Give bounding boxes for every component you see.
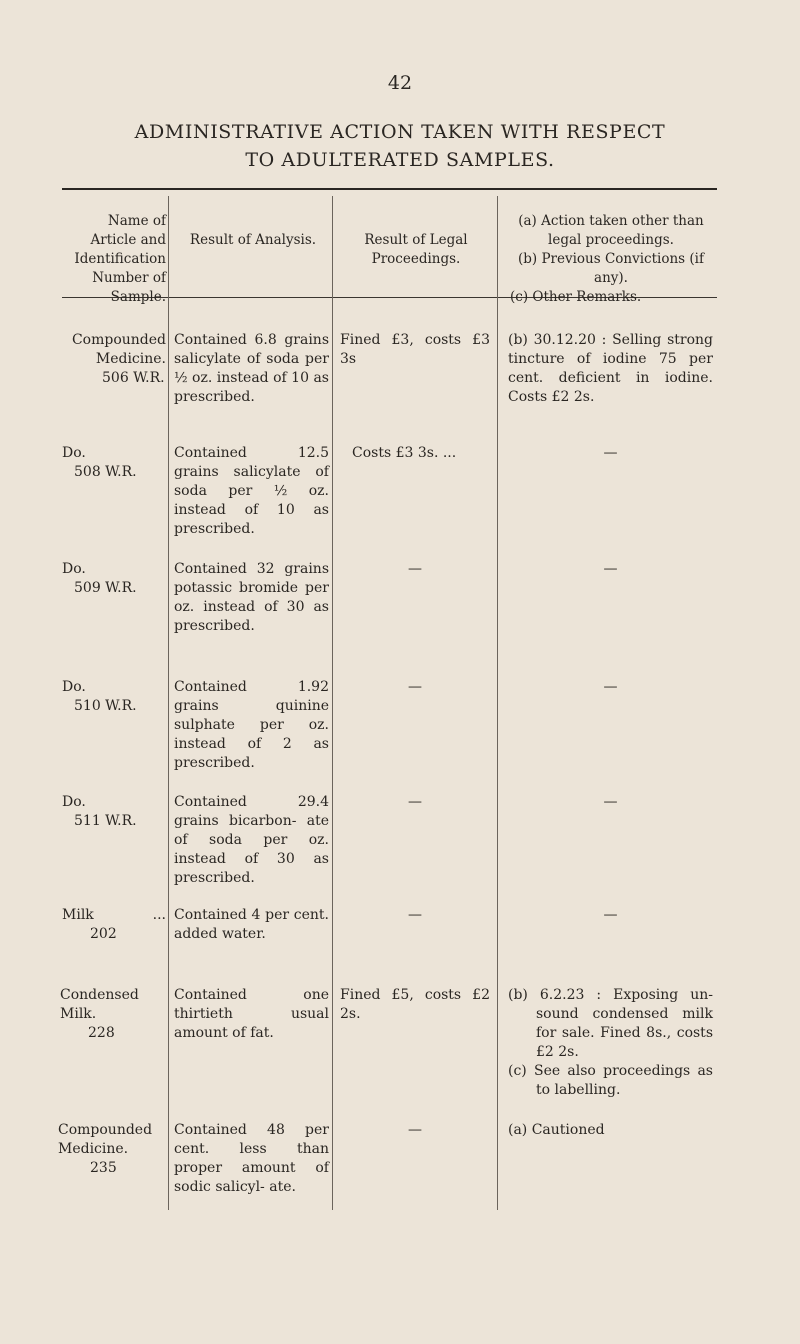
article-label: Compounded Medicine. [71,332,166,367]
sample-number: 228 [88,1025,115,1041]
header-remarks [506,212,716,307]
sample-number: 508 W.R. [74,464,137,480]
header-article: Name of Article and Identification Number of Sample. [74,213,166,305]
legal-result: Fined £3, costs £3 3s [340,332,490,367]
table-top-rule [62,188,717,190]
analysis-result: Contained 32 grains potassic bromide per oz. instead of 30 as prescribed. [174,561,329,634]
article-name [60,986,166,1043]
sample-number: 510 W.R. [74,698,137,714]
remarks: — [603,679,618,695]
title-line-1: ADMINISTRATIVE ACTION TAKEN WITH RESPECT [134,121,666,143]
header-analysis: Result of Analysis. [189,232,317,248]
header-remarks-c: (c) Other Remarks. [510,289,642,305]
sample-number: 235 [90,1160,117,1176]
legal-result: — [408,907,422,923]
article-label: Do. [62,794,86,810]
legal-result: — [408,561,422,577]
remarks-b: (b) 6.2.23 : Exposing un- sound condensed milk for sale. Fined 8s., costs £2 2s. [508,987,713,1060]
article-name [62,444,172,482]
article-label: Do. [62,445,86,461]
page-number: 42 [387,72,413,94]
article-label: Milk ... [62,907,166,923]
legal-result: Fined £5, costs £2 2s. [340,987,490,1022]
remarks: — [603,445,618,461]
column-divider-3 [497,196,498,1210]
analysis-result: Contained 6.8 grains salicylate of soda per ½ oz. instead of 10 as prescribed. [174,332,329,405]
article-name [62,560,172,598]
legal-result: — [408,1122,422,1138]
analysis-result: Contained 1.92 grains quinine sulphate per oz. instead of 2 as prescribed. [174,679,329,771]
remarks [508,986,713,1100]
remarks: (a) Cautioned [508,1122,605,1138]
article-name [62,906,166,944]
remarks: (b) 30.12.20 : Selling strong tincture of iodine 75 per cent. deficient in iodine. Costs £2 2s. [508,332,713,405]
analysis-result: Contained 48 per cent. less than proper amount of sodic salicyl- ate. [174,1122,329,1195]
sample-number: 506 W.R. [102,370,165,386]
legal-result: Costs £3 3s. ... [352,445,457,461]
article-label: Do. [62,679,86,695]
analysis-result: Contained 4 per cent. added water. [174,907,329,942]
remarks: — [603,561,618,577]
sample-number: 202 [90,926,117,942]
analysis-result: Contained 29.4 grains bicarbon- ate of soda per oz. instead of 30 as prescribed. [174,794,329,886]
title-line-2: TO ADULTERATED SAMPLES. [245,149,555,171]
article-name [62,678,172,716]
remarks: — [603,907,618,923]
legal-result: — [408,794,422,810]
remarks-c: (c) See also proceedings as to labelling. [508,1063,713,1098]
article-label: Condensed Milk. [60,987,139,1022]
analysis-result: Contained 12.5 grains salicylate of soda per ½ oz. instead of 10 as prescribed. [174,445,329,537]
article-name [56,331,166,388]
remarks: — [603,794,618,810]
analysis-result: Contained one thirtieth usual amount of fat. [174,987,329,1041]
article-name [62,793,172,831]
article-name [58,1121,168,1178]
sample-number: 511 W.R. [74,813,137,829]
article-label: Do. [62,561,86,577]
legal-result: — [408,679,422,695]
header-remarks-b: (b) Previous Convictions (if any). [517,251,704,286]
article-label: Compounded Medicine. [58,1122,153,1157]
header-remarks-a: (a) Action taken other than legal proceedings. [518,213,704,248]
column-divider-2 [332,196,333,1210]
header-legal: Result of Legal Proceedings. [364,232,468,267]
page-title [0,118,800,174]
sample-number: 509 W.R. [74,580,137,596]
